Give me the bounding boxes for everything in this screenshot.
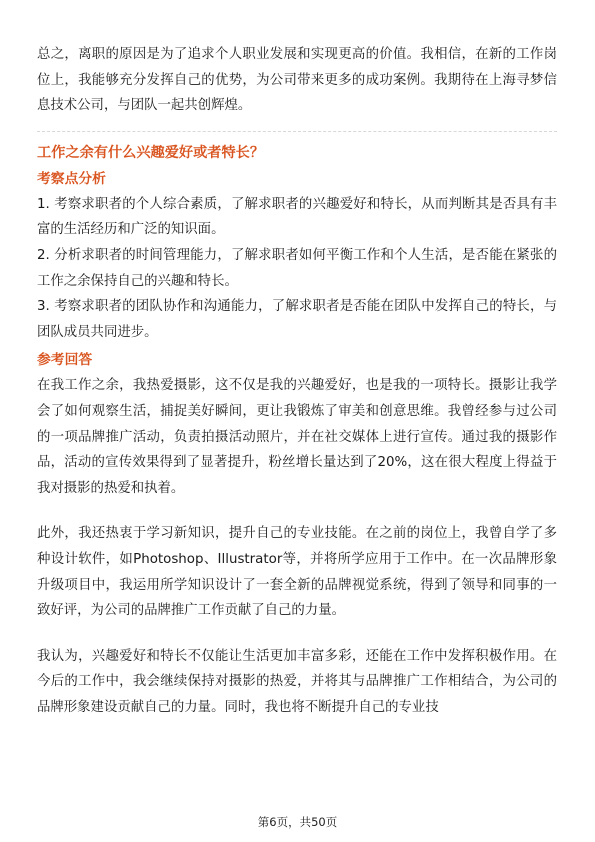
page-content bbox=[37, 42, 557, 720]
analysis-item: 3. 考察求职者的团队协作和沟通能力，了解求职者是否能在团队中发挥自己的特长，与团队成员共同进步。 bbox=[37, 299, 557, 340]
analysis-heading: 考察点分析 bbox=[37, 170, 106, 187]
answer-paragraph: 在我工作之余，我热爱摄影，这不仅是我的兴趣爱好，也是我的一项特长。摄影让我学会了如何观察生活，捕捉美好瞬间，更让我锻炼了审美和创意思维。我曾经参与过公司的一项品牌推广活动，负责拍摄活动照片，并在社交媒体上进行宣传。通过我的摄影作品，活动的宣传效果得到了显著提升，粉丝增长量达到了20%，这在很大程度上得益于我对摄影的热爱和执着。 bbox=[37, 378, 557, 496]
answer-heading: 参考回答 bbox=[37, 352, 93, 369]
interview-question: 工作之余有什么兴趣爱好或者特长？ bbox=[37, 144, 265, 161]
analysis-item: 1. 考察求职者的个人综合素质，了解求职者的兴趣爱好和特长，从而判断其是否具有丰富的生活经历和广泛的知识面。 bbox=[37, 196, 557, 238]
section-divider bbox=[37, 131, 557, 132]
intro-paragraph: 总之，离职的原因是为了追求个人职业发展和实现更高的价值。我相信，在新的工作岗位上，我能够充分发挥自己的优势，为公司带来更多的成功案例。我期待在上海寻梦信息技术公司，与团队一起共创辉煌。 bbox=[37, 47, 557, 114]
analysis-item: 2. 分析求职者的时间管理能力，了解求职者如何平衡工作和个人生活，是否能在紧张的工作之余保持自己的兴趣和特长。 bbox=[37, 247, 557, 289]
answer-paragraph: 此外，我还热衷于学习新知识，提升自己的专业技能。在之前的岗位上，我曾自学了多种设计软件，如Photoshop、Illustrator等，并将所学应用于工作中。在一次品牌形象升级项目中，我运用所学知识设计了一套全新的品牌视觉系统，得到了领导和同事的一致好评，为公司的品牌推广工作贡献了自己的力量。 bbox=[37, 526, 557, 619]
page-number: 第6页，共50页 bbox=[257, 815, 338, 829]
answer-paragraph: 我认为，兴趣爱好和特长不仅能让生活更加丰富多彩，还能在工作中发挥积极作用。在今后的工作中，我会继续保持对摄影的热爱，并将其与品牌推广工作相结合，为公司的品牌形象建设贡献自己的力量。同时，我也将不断提升自己的专业技 bbox=[37, 648, 557, 715]
